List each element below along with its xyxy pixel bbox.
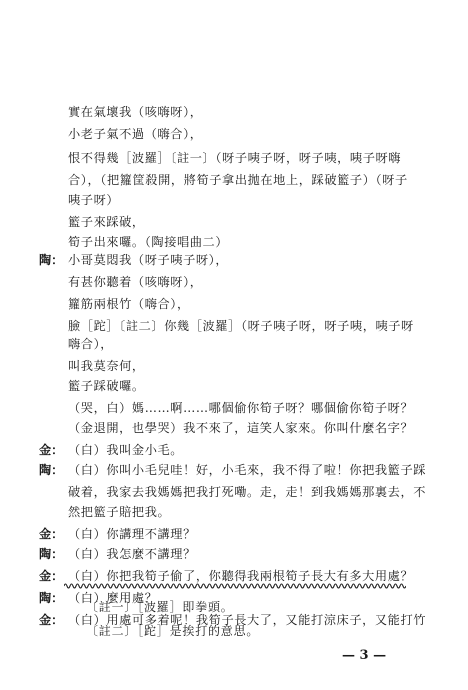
dialogue-line: 叫我莫奈何， <box>68 359 145 373</box>
dialogue-line: 籃子踩破囉。 <box>68 379 145 393</box>
dialogue-line: 有甚你聽着（咳嗨呀）， <box>68 275 203 289</box>
dialogue-line: （白）我叫金小毛。 <box>68 443 184 457</box>
dialogue-line: 實在氣壞我（咳嗨呀）， <box>68 105 203 119</box>
dialogue-line: （哭，白）媽……啊……哪個偷你筍子呀？哪個偷你筍子呀？ <box>68 401 414 415</box>
speaker-label: 金： <box>39 443 64 457</box>
separator-wavy-line <box>64 582 406 590</box>
dialogue-line: 破着，我家去我媽媽把我打死嘞。走，走！到我媽媽那裏去，不 <box>68 485 427 499</box>
dialogue-line: 籃子來踩破， <box>68 215 145 229</box>
dialogue-line: 臉［跎］〔註二〕你幾［波羅］（呀子咦子呀，呀子咦，咦子呀 <box>68 319 414 333</box>
dialogue-line: 咦子呀） <box>68 193 120 207</box>
speaker-label: 陶： <box>39 591 64 605</box>
dialogue-line: 籮筋兩根竹（嗨合）， <box>68 297 190 311</box>
footnote-1: 〔註一〕［波羅］即拳頭。 <box>86 600 234 614</box>
dialogue-line: （白）你把我筍子偷了，你聽得我兩根筍子長大有多大用處？ <box>68 569 414 583</box>
speaker-label: 陶： <box>39 463 64 477</box>
dialogue-line: 嗨合）， <box>68 337 114 351</box>
dialogue-line: （白）你叫小毛兒哇！好，小毛來，我不得了啦！你把我籃子踩 <box>68 463 427 477</box>
dialogue-line: （白）我怎麼不講理？ <box>68 547 196 561</box>
dialogue-line: 然把籃子賠把我。 <box>68 505 171 519</box>
dialogue-line: 合），（把籮筐殺開，將筍子拿出拋在地上，踩破籃子）（呀子 <box>68 173 408 187</box>
speaker-label: 金： <box>39 613 64 627</box>
speaker-label: 陶： <box>39 253 64 267</box>
dialogue-line: 恨不得幾［波羅］〔註一〕（呀子咦子呀，呀子咦，咦子呀嗨 <box>68 151 402 165</box>
dialogue-line: 小老子氣不過（嗨合）， <box>68 127 203 141</box>
speaker-label: 金： <box>39 569 64 583</box>
speaker-label: 金： <box>39 527 64 541</box>
page-number: — 3 — <box>342 648 387 663</box>
dialogue-line: （白）麼用處？ <box>68 591 158 605</box>
footnote-2: 〔註二〕［跎］是挨打的意思。 <box>86 624 260 638</box>
dialogue-line: （白）你講理不講理？ <box>68 527 196 541</box>
dialogue-line: （白）用處可多着呢！我筍子長大了，又能打涼床子，又能打竹 <box>68 613 427 627</box>
speaker-label: 陶： <box>39 547 64 561</box>
dialogue-line: 筍子出來囉。（陶接唱曲二） <box>68 235 229 249</box>
dialogue-line: （金退開，也學哭）我不來了，這笑人家來。你叫什麼名字？ <box>68 421 414 435</box>
dialogue-line: 小哥莫悶我（呀子咦子呀）， <box>68 253 229 267</box>
